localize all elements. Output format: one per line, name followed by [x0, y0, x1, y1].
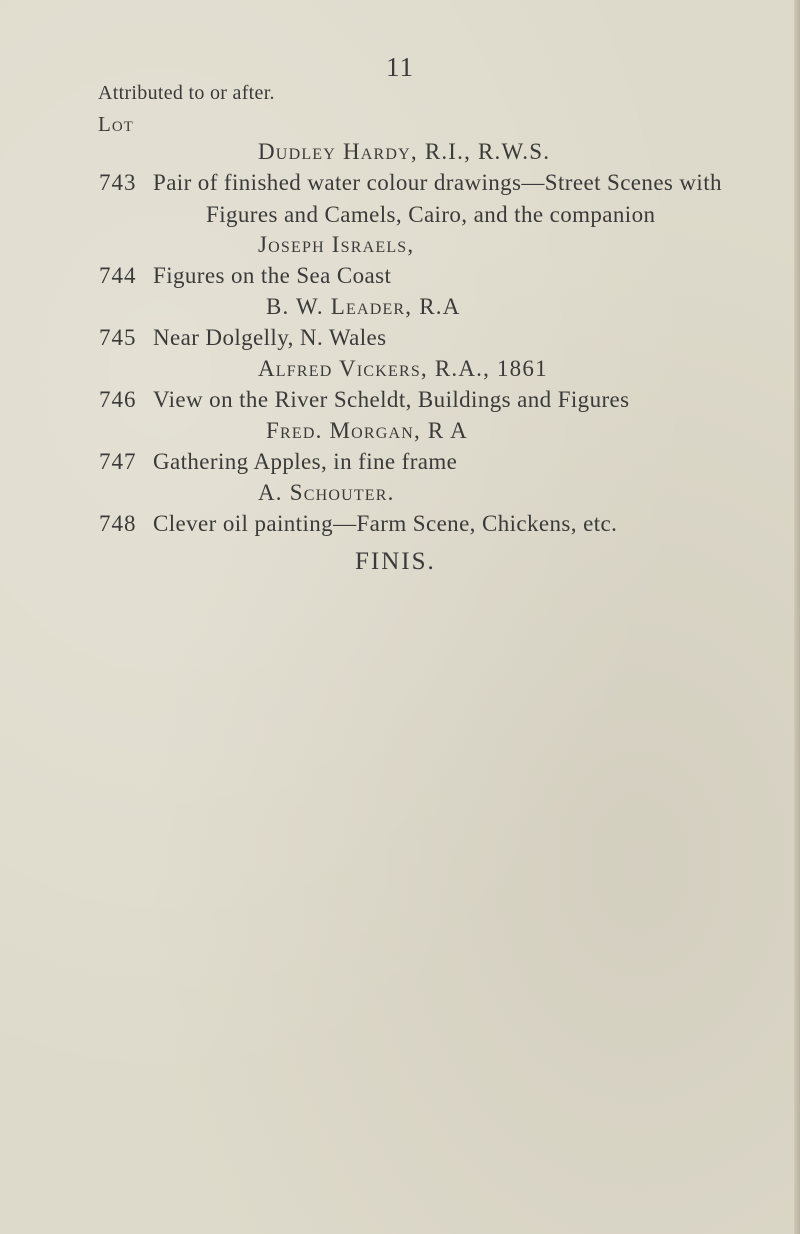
lot-description-continued: Figures and Camels, Cairo, and the companion — [206, 202, 656, 227]
lot-number: 746 — [99, 387, 137, 412]
finis-text: FINIS. — [355, 548, 436, 575]
lot-number: 745 — [99, 325, 137, 350]
artist-name: B. W. Leader, R.A — [266, 294, 461, 319]
lot-description: Near Dolgelly, N. Wales — [153, 325, 387, 350]
artist-name: A. Schouter. — [258, 480, 395, 505]
lot-description: View on the River Scheldt, Buildings and Figures — [153, 387, 630, 412]
artist-name: Fred. Morgan, R A — [266, 418, 468, 443]
lot-number: 743 — [99, 170, 137, 195]
lot-number: 747 — [99, 449, 137, 474]
artist-name: Alfred Vickers, R.A., 1861 — [258, 356, 548, 381]
lot-description: Gathering Apples, in fine frame — [153, 449, 458, 474]
header-note: Attributed to or after. — [98, 82, 275, 104]
artist-name: Joseph Israels, — [258, 232, 415, 257]
page-number: 11 — [386, 52, 414, 82]
page-edge-shadow — [794, 0, 800, 1234]
artist-name: Dudley Hardy, R.I., R.W.S. — [258, 139, 551, 164]
lot-column-label: Lot — [98, 112, 134, 136]
lot-number: 748 — [99, 511, 137, 536]
lot-description: Clever oil painting—Farm Scene, Chickens, etc. — [153, 511, 618, 536]
lot-number: 744 — [99, 263, 137, 288]
lot-description: Figures on the Sea Coast — [153, 263, 392, 288]
lot-description: Pair of finished water colour drawings—Street Scenes with — [153, 170, 722, 195]
